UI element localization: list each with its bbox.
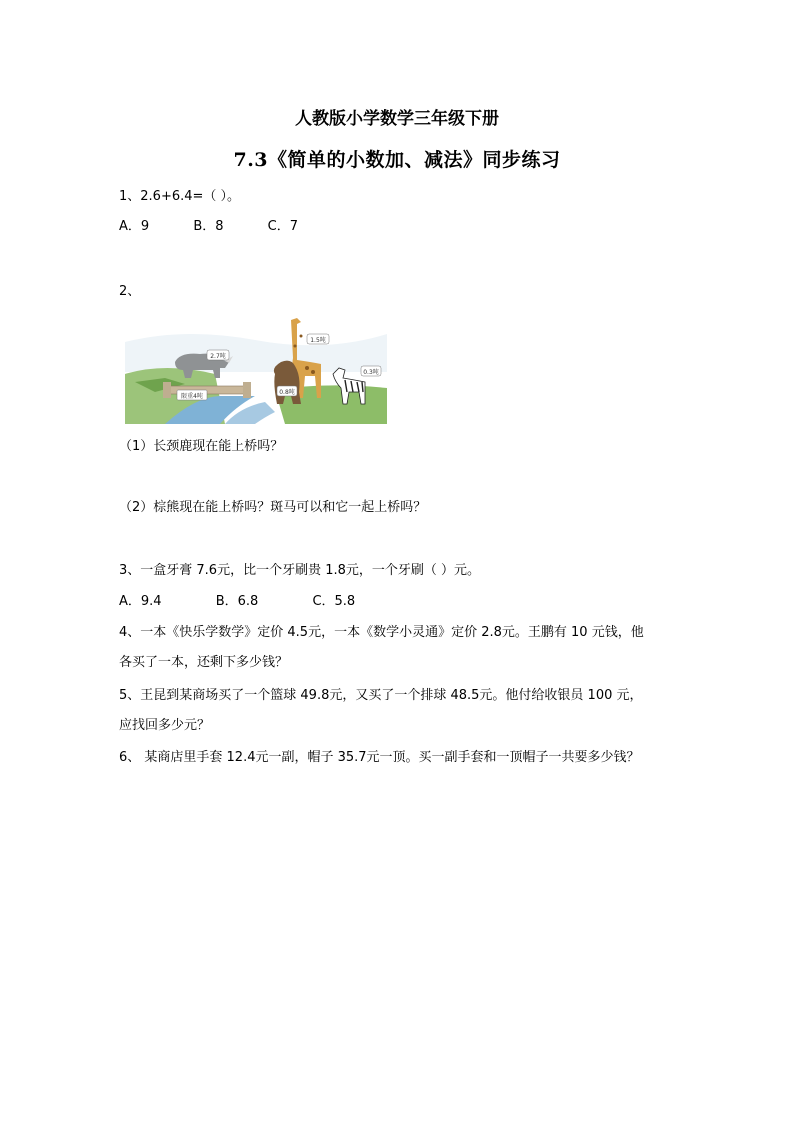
rhino-weight: 2.7吨 [210, 353, 226, 360]
question-3: 3、一盒牙膏 7.6元，比一个牙刷贵 1.8元，一个牙刷（ ）元。 [119, 563, 481, 578]
document-subtitle: 7.3《简单的小数加、减法》同步练习 [233, 149, 561, 171]
question-4-line-2: 各买了一本，还剩下多少钱？ [119, 655, 289, 670]
question-5-line-2: 应找回多少元？ [119, 718, 211, 733]
bridge-weight-limit: 限重4吨 [181, 393, 203, 400]
document-title: 人教版小学数学三年级下册 [295, 109, 499, 129]
bear-weight: 0.8吨 [279, 389, 295, 396]
option-c: C．7 [267, 219, 299, 234]
option-b: B．8 [193, 219, 224, 234]
question-4-line-1: 4、一本《快乐学数学》定价 4.5元，一本《数学小灵通》定价 2.8元。王鹏有 10 元钱，他 [119, 625, 644, 640]
question-3-options [119, 592, 405, 612]
giraffe-weight: 1.5吨 [310, 337, 326, 344]
question-1: 1、2.6+6.4=（ ）。 [119, 189, 241, 204]
option-c: C．5.8 [312, 594, 356, 609]
question-2-part-1: （1）长颈鹿现在能上桥吗？ [119, 439, 284, 454]
option-a: A．9 [119, 219, 150, 234]
zebra-weight: 0.3吨 [363, 369, 379, 376]
option-a: A．9.4 [119, 594, 162, 609]
question-2-label: 2、 [119, 284, 141, 299]
question-5-line-1: 5、王昆到某商场买了一个篮球 49.8元，又买了一个排球 48.5元。他付给收银员 100 元， [119, 688, 643, 703]
animals-bridge-illustration [125, 312, 387, 424]
question-2-part-2: （2）棕熊现在能上桥吗？斑马可以和它一起上桥吗？ [119, 500, 427, 515]
option-b: B．6.8 [215, 594, 259, 609]
question-6: 6、 某商店里手套 12.4元一副，帽子 35.7元一顶。买一副手套和一顶帽子一共要多少钱？ [119, 750, 640, 765]
question-1-options [119, 217, 338, 237]
